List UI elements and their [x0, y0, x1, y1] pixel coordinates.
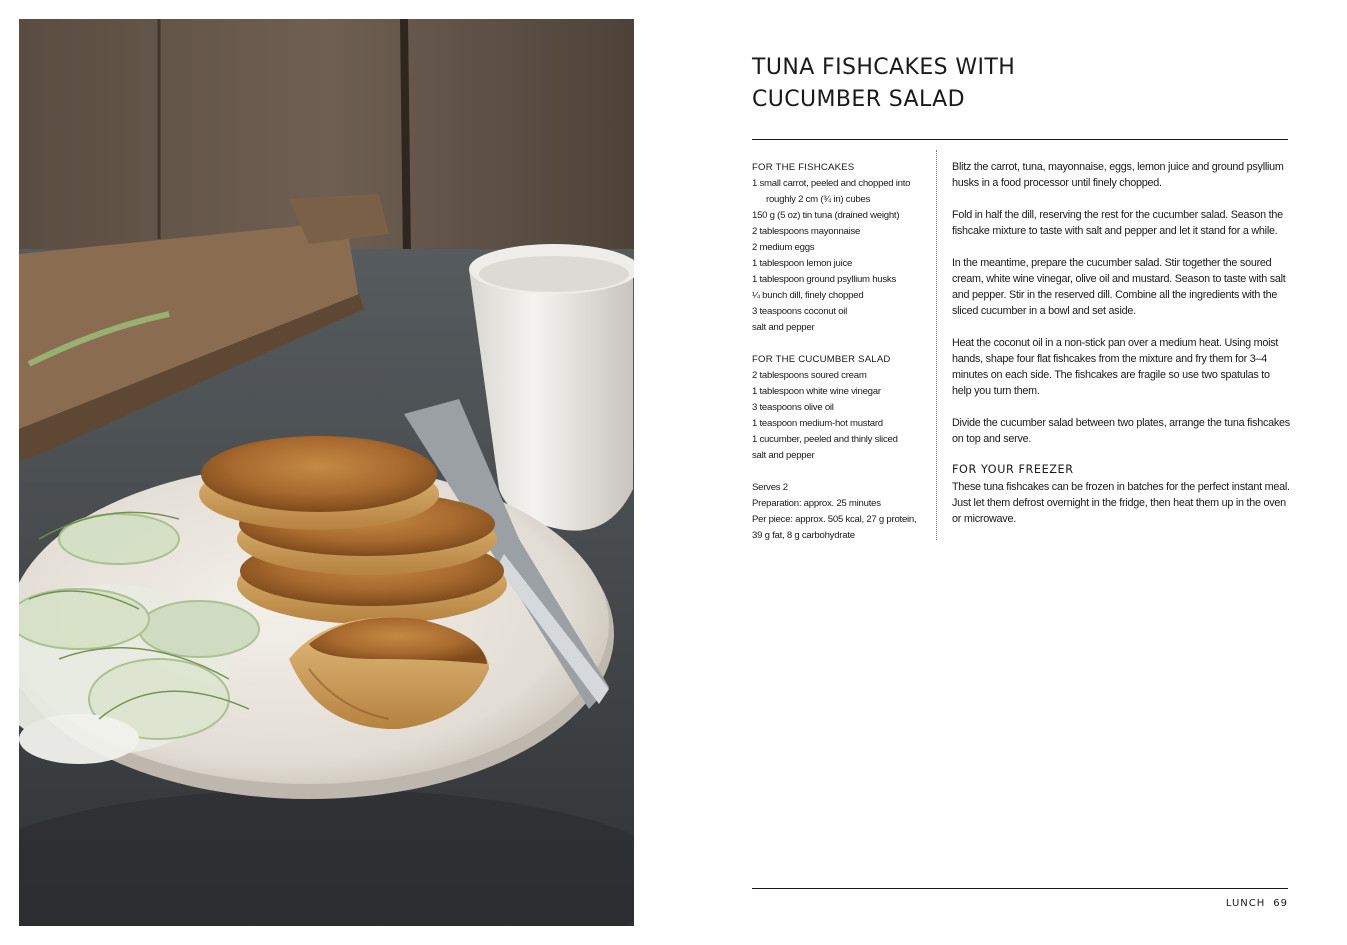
freezer-heading: FOR YOUR FREEZER	[952, 463, 1074, 476]
ingredient-item: 3 teaspoons coconut oil	[752, 306, 848, 317]
ingredient-item: 2 tablespoons soured cream	[752, 370, 867, 381]
serves-info: Serves 2	[752, 482, 788, 493]
column-divider	[936, 150, 937, 540]
salad-heading: FOR THE CUCUMBER SALAD	[752, 354, 891, 365]
ingredient-item: 1 small carrot, peeled and chopped into roughly 2 cm (¾ in) cubes	[752, 178, 911, 205]
ingredient-item: 1 tablespoon white wine vinegar	[752, 386, 881, 397]
fishcakes-heading: FOR THE FISHCAKES	[752, 162, 855, 173]
page-number: 69	[1273, 898, 1288, 909]
method-step: Blitz the carrot, tuna, mayonnaise, eggs, lemon juice and ground psyllium husks in a food processor until finely chopped.	[952, 161, 1284, 189]
ingredient-item: 1 teaspoon medium-hot mustard	[752, 418, 883, 429]
ingredient-item: 1 cucumber, peeled and thinly sliced	[752, 434, 898, 445]
ingredient-item: salt and pepper	[752, 450, 815, 461]
top-rule	[752, 139, 1288, 140]
ingredient-item: 1 tablespoon ground psyllium husks	[752, 274, 897, 285]
ingredient-item: ¼ bunch dill, finely chopped	[752, 290, 864, 301]
page-footer	[1226, 898, 1288, 909]
method-step: Heat the coconut oil in a non-stick pan over a medium heat. Using moist hands, shape four flat fishcakes from the mixture and fry them for 3–4 minutes on each side. The fishcakes are fragile so use two spatulas to help you turn them.	[952, 337, 1279, 397]
method-step: In the meantime, prepare the cucumber salad. Stir together the soured cream, white wine vinegar, olive oil and mustard. Season to taste with salt and pepper. Stir in the reserved dill. Combine all the ingredients with the sliced cucumber in a bowl and set aside.	[952, 257, 1286, 317]
method-step: Divide the cucumber salad between two plates, arrange the tuna fishcakes on top and serve.	[952, 417, 1290, 445]
method-column	[952, 159, 1290, 527]
ingredient-item: 2 tablespoons mayonnaise	[752, 226, 861, 237]
method-step: Fold in half the dill, reserving the rest for the cucumber salad. Season the fishcake mixture to taste with salt and pepper and let it stand for a while.	[952, 209, 1283, 237]
preparation-time: Preparation: approx. 25 minutes	[752, 498, 881, 509]
nutrition-info: Per piece: approx. 505 kcal, 27 g protein, 39 g fat, 8 g carbohydrate	[752, 514, 917, 541]
ingredient-item: 1 tablespoon lemon juice	[752, 258, 853, 269]
ingredient-item: 3 teaspoons olive oil	[752, 402, 834, 413]
ingredient-item: 150 g (5 oz) tin tuna (drained weight)	[752, 210, 900, 221]
ingredients-column	[752, 160, 926, 544]
ingredient-item: salt and pepper	[752, 322, 815, 333]
bottom-rule	[752, 888, 1288, 889]
recipe-photo	[19, 19, 634, 926]
ingredient-item: 2 medium eggs	[752, 242, 815, 253]
recipe-title	[752, 52, 1292, 116]
recipe-title-line-2: CUCUMBER SALAD	[752, 87, 965, 112]
section-label: LUNCH	[1225, 898, 1266, 909]
recipe-title-line-1: TUNA FISHCAKES WITH	[752, 55, 1016, 80]
freezer-text: These tuna fishcakes can be frozen in batches for the perfect instant meal. Just let them defrost overnight in the fridge, then heat them up in the oven or microwave.	[952, 481, 1290, 525]
